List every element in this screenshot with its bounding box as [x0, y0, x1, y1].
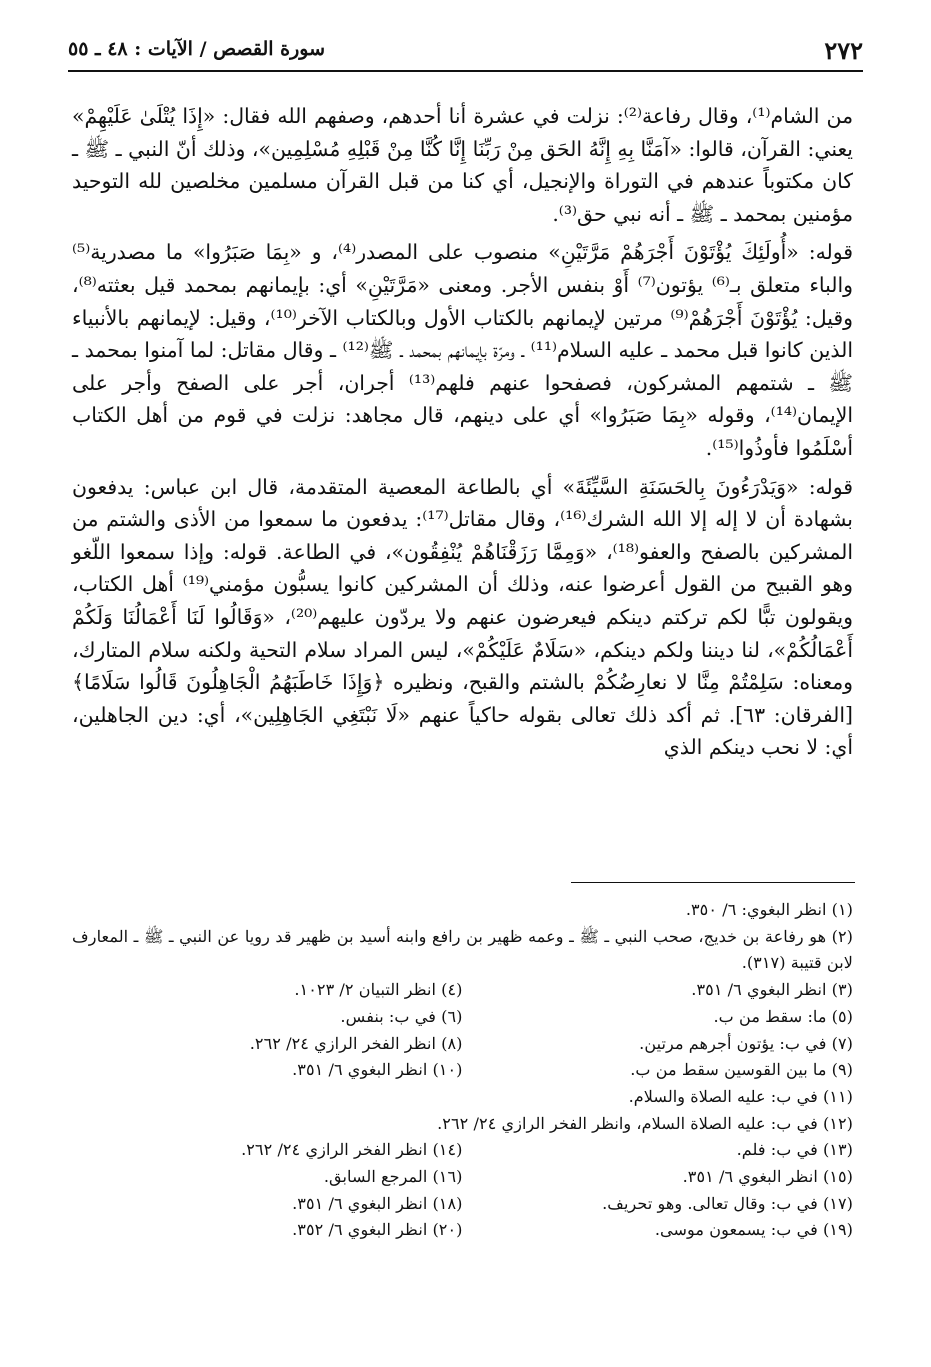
footnote-row	[72, 977, 853, 1004]
footnote: (٢٠) انظر البغوي ٦/ ٣٥٢.	[292, 1220, 463, 1240]
footnote: (١) انظر البغوي: ٦/ ٣٥٠.	[685, 900, 853, 919]
footnote: (١٧) في ب: وقال تعالى. وهو تحريف.	[602, 1193, 853, 1213]
page-header	[68, 30, 863, 72]
footnote: (٦) في ب: بنفس.	[340, 1006, 463, 1026]
footnote-row	[72, 1191, 853, 1218]
footnotes	[72, 897, 853, 1244]
paragraph: قوله: «أُولَئِكَ يُؤْتَوْنَ أَجْرَهُمْ مَرَّتَيْنِ» منصوب على المصدر⁽⁴⁾، و «بِمَا صَبَرُوا» ما مصدرية⁽⁵⁾ والباء متعلق بـ⁽⁶⁾ يؤتون⁽⁷⁾ أَوْ بنفس الأجر. ومعنى «مَرَّتَيْنِ» أي: بإيمانهم بمحمد قيل بعثته⁽⁸⁾، وقيل: يُؤْتَوْنَ أَجْرَهُمْ⁽⁹⁾ مرتين لإيمانهم بالكتاب الأول وبالكتاب الآخر⁽¹⁰⁾، وقيل: لإيمانهم بالأنبياء الذين كانوا قبل محمد ـ عليه السلام⁽¹¹⁾ ـ ومرّة بإيمانهم بمحمد ـ ﷺ⁽¹²⁾ ـ وقال مقاتل: لما آمنوا بمحمد ـ ﷺ ـ شتمهم المشركون، فصفحوا عنهم فلهم⁽¹³⁾ أجران، أجر على الصفح وأجر على الإيمان⁽¹⁴⁾، وقوله «بِمَا صَبَرُوا» أي على دينهم، قال مجاهد: نزلت في قوم من أهل الكتاب أسْلَمُوا فأوذُوا⁽¹⁵⁾.	[72, 240, 854, 460]
footnote: (١٥) انظر البغوي ٦/ ٣٥١.	[682, 1167, 853, 1187]
footnote-row	[72, 1004, 853, 1031]
footnote: (١٣) في ب: فلم.	[736, 1140, 853, 1160]
footnote-row	[72, 1164, 853, 1191]
footnote: (١١) في ب: عليه الصلاة والسلام.	[628, 1086, 853, 1106]
footnote: (٢) هو رفاعة بن خديج، صحب النبي ـ ﷺ ـ وعمه ظهير بن رافع وابنه أسيد بن ظهير قد رويا عن النبي ـ ﷺ ـ المعارف لابن قتيبة (٣١٧).	[72, 926, 853, 973]
footnote: (١٤) انظر الفخر الرازي ٢٤/ ٢٦٢.	[241, 1140, 463, 1160]
footnote: (١٦) المرجع السابق.	[323, 1167, 463, 1187]
running-title: سورة القصص / الآيات : ٤٨ ـ ٥٥	[68, 38, 326, 60]
paragraph: قوله: «وَيَدْرَءُونَ بِالحَسَنَةِ السَّيِّئَةَ» أي بالطاعة المعصية المتقدمة، قال ابن عباس: يدفعون بشهادة أن لا إله إلا الله الشرك⁽¹⁶⁾، وقال مقاتل⁽¹⁷⁾: يدفعون ما سمعوا من الأذى والشتم من المشركين بالصفح والعفو⁽¹⁸⁾، «وَمِمَّا رَزَقْنَاهُمْ يُنْفِقُون»، في الطاعة. قوله: وإذا سمعوا اللّغو وهو القبيح من القول أعرضوا عنه، وذلك أن المشركين كانوا يسبُّون مؤمني⁽¹⁹⁾ أهل الكتاب، ويقولون تبًّا لكم تركتم دينكم فيعرضون عنهم ولا يردّون عليهم⁽²⁰⁾، «وَقَالُوا لَنَا أَعْمَالُنَا وَلَكُمْ أَعْمَالُكُمْ»، لنا ديننا ولكم دينكم، «سَلَامٌ عَلَيْكُمْ»، ليس المراد سلام التحية ولكنه سلام المتارك، ومعناه: سَلِمْتُمْ مِنَّا لا نعارِضُكُمْ بالشتم والقبح، ونظيره ﴿وَإِذَا خَاطَبَهُمُ الْجَاهِلُونَ قَالُوا سَلَامًا﴾ [الفرقان: ٦٣]. ثم أكد ذلك تعالى بقوله حاكياً عنهم «لَا نَبْتَغِي الجَاهِلِين»، أي: دين الجاهلين، أي: لا نحب دينكم الذي	[72, 474, 853, 760]
footnote: (١٨) انظر البغوي ٦/ ٣٥١.	[292, 1193, 463, 1213]
footnote-row	[72, 1137, 853, 1164]
footnote: (١٩) في ب: يسمعون موسى.	[654, 1220, 853, 1240]
paragraph: من الشام⁽¹⁾، وقال رفاعة⁽²⁾: نزلت في عشرة أنا أحدهم، وصفهم الله فقال: «إِذَا يُتْلَىٰ عَلَيْهِمْ» يعني: القرآن، قالوا: «آمَنَّا بِهِ إِنَّهُ الحَق مِنْ رَبِّنَا إِنَّا كُنَّا مِنْ قَبْلِهِ مُسْلِمِين»، وذلك أنّ النبي ـ ﷺ ـ كان مكتوباً عندهم في التوراة والإنجيل، أي كنا من قبل القرآن مسلمين مخلصين لله التوحيد مؤمنين بمحمد ـ ﷺ ـ أنه نبي حق⁽³⁾.	[72, 104, 854, 226]
footnote: (٩) ما بين القوسين سقط من ب.	[630, 1060, 853, 1080]
footnote: (٤) انظر التبيان ٢/ ١٠٢٣.	[294, 980, 463, 1000]
footnote-row	[72, 1031, 853, 1058]
footnote-row	[72, 1057, 853, 1084]
footnote: (٨) انظر الفخر الرازي ٢٤/ ٢٦٢.	[249, 1033, 463, 1053]
footnote-divider	[571, 882, 855, 883]
main-text	[72, 100, 853, 764]
footnote: (٣) انظر البغوي ٦/ ٣٥١.	[691, 980, 853, 1000]
footnote: (١٢) في ب: عليه الصلاة السلام، وانظر الفخر الرازي ٢٤/ ٢٦٢.	[437, 1113, 853, 1133]
footnote-row	[72, 1217, 853, 1244]
footnote: (٧) في ب: يؤتون أجرهم مرتين.	[639, 1033, 853, 1053]
page-number: ٢٧٢	[824, 36, 863, 65]
footnote: (٥) ما: سقط من ب.	[713, 1006, 853, 1026]
footnote: (١٠) انظر البغوي ٦/ ٣٥١.	[292, 1060, 463, 1080]
